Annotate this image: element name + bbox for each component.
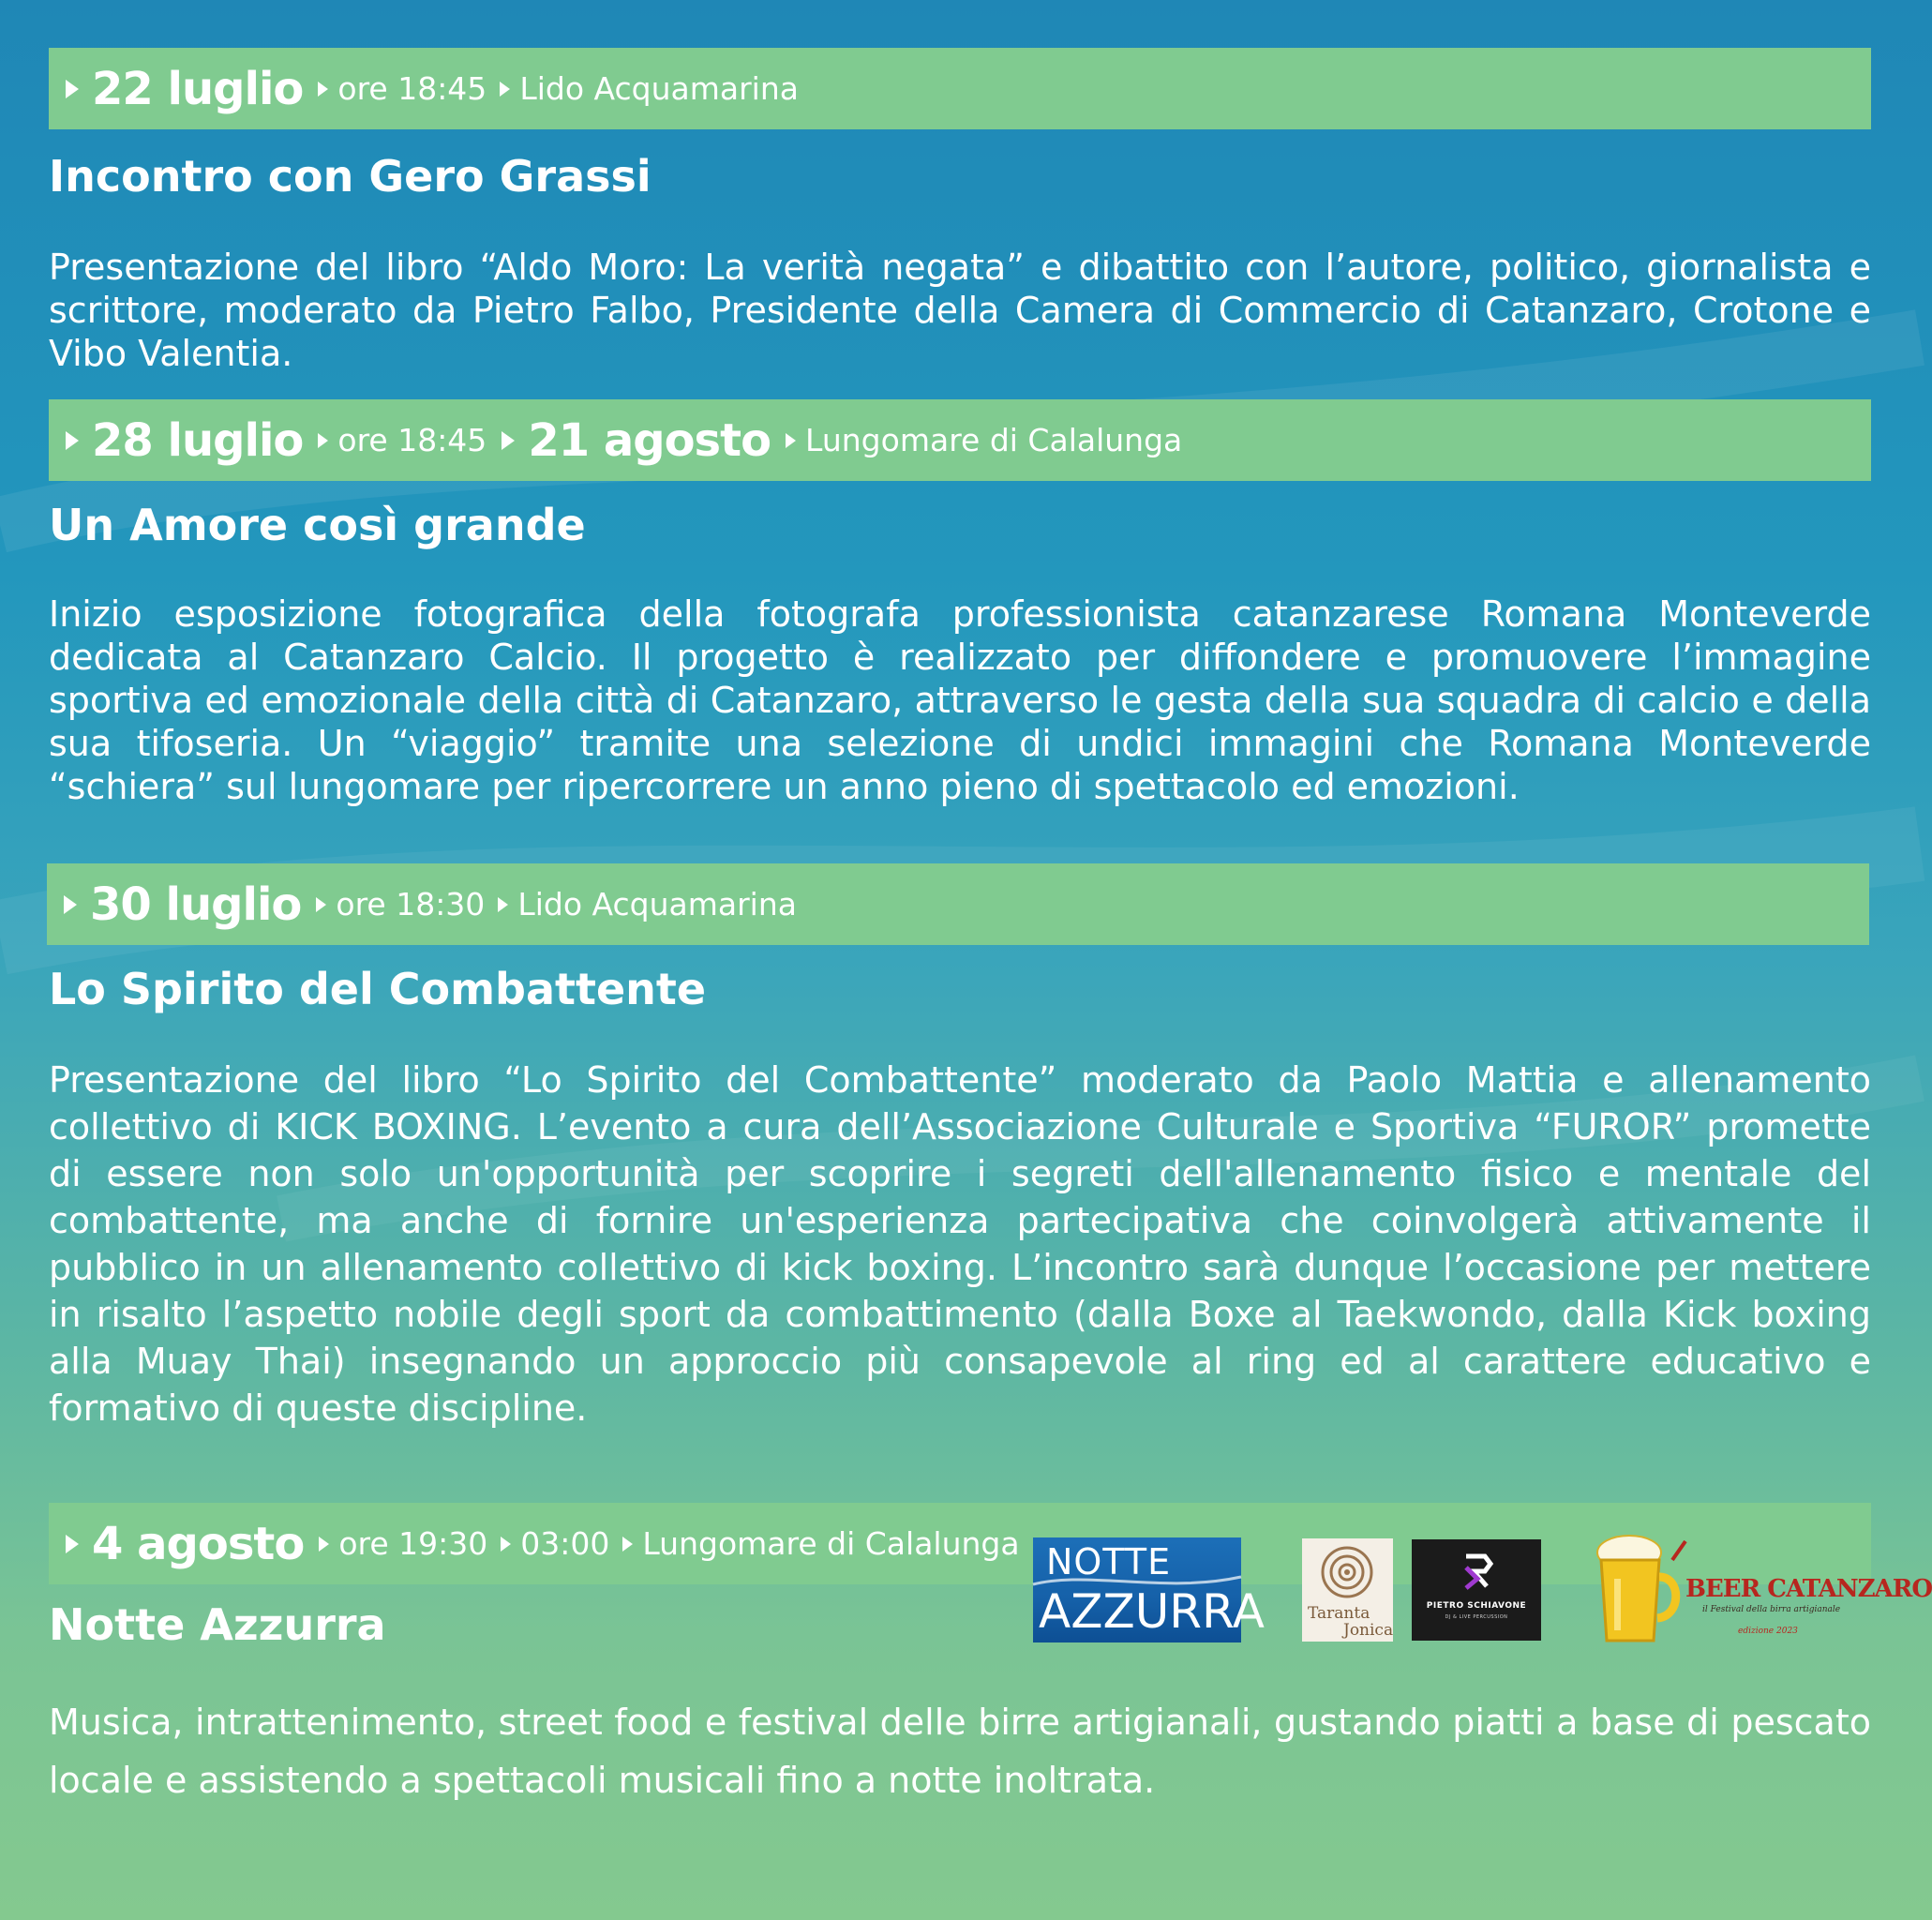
event-time: ore 18:45: [337, 70, 487, 107]
arrow-icon: [66, 1535, 79, 1553]
notte-azzurra-logo: [1033, 1538, 1265, 1642]
event-header-bar: [49, 399, 1871, 481]
event-title: Notte Azzurra: [49, 1599, 386, 1650]
event-time: ore 18:45: [337, 422, 487, 458]
beer-catanzaro-logo: [1588, 1532, 1932, 1650]
event-description: Inizio esposizione fotografica della fotografa professionista catanzarese Romana Monteverde dedicata al Catanzaro Calcio. Il progetto è realizzato per diffondere e promuovere l’immagine sportiva ed emozionale della città di Catanzaro, attraverso le gesta della sua squadra di calcio e della sua tifoseria. Un “viaggio” tramite una selezione di undici immagini che Romana Monteverde “schiera” sul lungomare per ripercorrere un anno pieno di spettacolo ed emozioni.: [49, 593, 1871, 807]
event-location: Lido Acquamarina: [517, 886, 797, 922]
event-title: Un Amore così grande: [49, 500, 586, 550]
event-date: 4 agosto: [92, 1517, 305, 1570]
event-end-date: 21 agosto: [528, 413, 771, 467]
arrow-icon: [501, 1537, 511, 1552]
logo-tagline: DJ & LIVE PERCUSSION: [1445, 1614, 1508, 1620]
event-description: Presentazione del libro “Aldo Moro: La verità negata” e dibattito con l’autore, politico, giornalista e scrittore, moderato da Pietro Falbo, Presidente della Camera di Commercio di Catanzaro, Crotone e Vibo Valentia.: [49, 247, 1871, 374]
event-end-time: 03:00: [520, 1525, 610, 1562]
event-header-bar: [47, 863, 1869, 945]
beer-mug-icon: [1588, 1532, 1691, 1650]
arrow-icon: [786, 433, 796, 448]
event-location: Lungomare di Calalunga: [805, 422, 1183, 458]
event-description: Presentazione del libro “Lo Spirito del Combattente” moderato da Paolo Mattia e allenamento collettivo di KICK BOXING. L’evento a cura dell’Associazione Culturale e Sportiva “FUROR” promette di essere non solo un'opportunità per scoprire i segreti dell'allenamento fisico e mentale del combattente, ma anche di fornire un'esperienza partecipativa che coinvolgerà attivamente il pubblico in un allenamento collettivo di kick boxing. L’incontro sarà dunque l’occasione per mettere in risalto l’aspetto nobile degli sport da combattimento (dalla Boxe al Taekwondo, dalla Kick boxing alla Muay Thai) insegnando un approccio più consapevole al ring ed al carattere educativo e formativo di queste discipline.: [49, 1059, 1871, 1429]
logo-tagline: il Festival della birra artigianale: [1702, 1605, 1841, 1614]
pietro-schiavone-logo: [1412, 1539, 1541, 1641]
arrow-icon: [622, 1537, 633, 1552]
event-date: 28 luglio: [92, 413, 304, 467]
spiral-icon: [1302, 1538, 1393, 1604]
logo-text: NOTTE: [1046, 1541, 1172, 1582]
logo-text: PIETRO SCHIAVONE: [1426, 1601, 1527, 1611]
event-title: Incontro con Gero Grassi: [49, 151, 651, 202]
arrow-icon: [502, 431, 515, 450]
logo-edition: edizione 2023: [1738, 1627, 1798, 1636]
arrow-icon: [318, 433, 328, 448]
event-header-bar: [49, 48, 1871, 129]
event-location: Lido Acquamarina: [519, 70, 799, 107]
arrow-icon: [64, 895, 77, 914]
arrow-icon: [319, 1537, 329, 1552]
arrow-icon: [498, 897, 508, 912]
arrow-icon: [66, 431, 79, 450]
event-date: 30 luglio: [90, 878, 302, 931]
logo-text: AZZURRA: [1039, 1584, 1265, 1639]
event-location: Lungomare di Calalunga: [642, 1525, 1020, 1562]
logo-text: Taranta: [1308, 1604, 1370, 1623]
monogram-icon: [1412, 1539, 1541, 1599]
arrow-icon: [500, 82, 510, 97]
logo-text: BEER CATANZARO: [1685, 1575, 1932, 1603]
event-time: ore 18:30: [336, 886, 486, 922]
logo-text: Jonica: [1343, 1621, 1394, 1640]
arrow-icon: [66, 80, 79, 98]
arrow-icon: [318, 82, 328, 97]
event-date: 22 luglio: [92, 62, 304, 115]
taranta-jonica-logo: [1302, 1538, 1393, 1642]
arrow-icon: [316, 897, 326, 912]
event-description: Musica, intrattenimento, street food e festival delle birre artigianali, gustando piatti a base di pescato locale e assistendo a spettacoli musicali fino a notte inoltrata.: [49, 1702, 1871, 1801]
event-time: ore 19:30: [338, 1525, 488, 1562]
event-title: Lo Spirito del Combattente: [49, 964, 707, 1014]
